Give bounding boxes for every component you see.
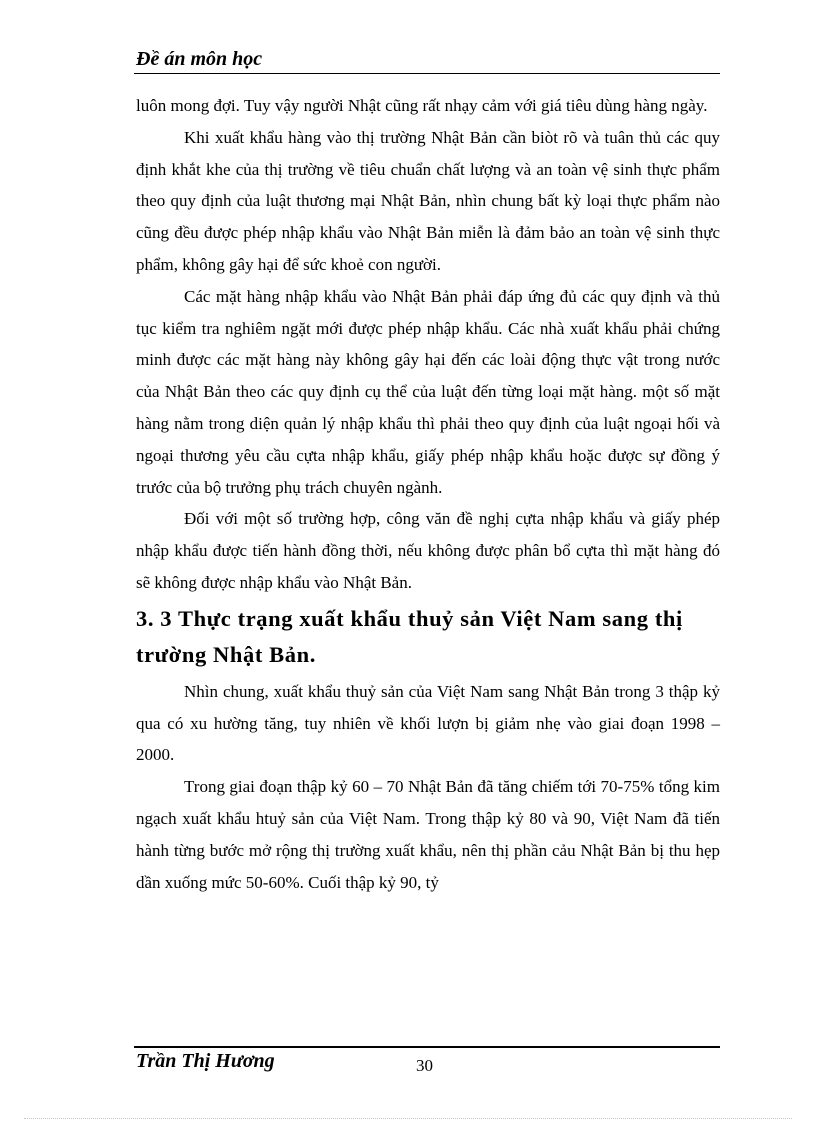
footer-divider	[134, 1046, 720, 1048]
paragraph-import-procedures: Các mặt hàng nhập khẩu vào Nhật Bản phải đáp ứng đủ các quy định và thủ tục kiểm tra nghiêm ngặt mới được phép nhập khẩu. Các nhà xuất khẩu phải chứng minh được các mặt hàng này không gây hại đến các loài động thực vật trong nước của Nhật Bản theo các quy định cụ thể của luật đến từng loại mặt hàng. một số mặt hàng nằm trong diện quản lý nhập khẩu thì phải theo quy định của luật ngoại hối và ngoại thương yêu cầu cựta nhập khẩu, giấy phép nhập khẩu hoặc được sự đồng ý trước của bộ trưởng phụ trách chuyên ngành.	[136, 286, 720, 497]
paragraph-export-requirements: Khi xuất khẩu hàng vào thị trường Nhật Bản cần biòt rõ và tuân thủ các quy định khắt khe của thị trường về tiêu chuẩn chất lượng và an toàn vệ sinh thực phẩm theo quy định của luật thương mại Nhật Bản, nhìn chung bất kỳ loại thực phẩm nào cũng đều được phép nhập khẩu vào Nhật Bản miễn là đảm bảo an toàn vệ sinh thực phẩm, không gây hại để sức khoẻ con người.	[136, 127, 720, 274]
paragraph-continuation: luôn mong đợi. Tuy vậy người Nhật cũng rất nhạy cảm với giá tiêu dùng hàng ngày.	[136, 96, 708, 115]
page-header-title: Đề án môn học	[136, 48, 263, 70]
header-divider	[134, 73, 720, 74]
footer-author: Trần Thị Hương	[136, 1050, 275, 1072]
section-heading: 3. 3 Thực trạng xuất khẩu thuỷ sản Việt Nam sang thị trường Nhật Bản.	[136, 605, 683, 667]
paragraph-market-share: Trong giai đoạn thập kỷ 60 – 70 Nhật Bản đã tăng chiếm tới 70-75% tổng kim ngạch xuất khẩu htuỷ sản của Việt Nam. Trong thập kỷ 80 và 90, Việt Nam đã tiến hành từng bước mở rộng thị trường xuất khẩu, nên thị phần cảu Nhật Bản bị thu hẹp dần xuống mức 50-60%. Cuối thập kỷ 90, tỷ	[136, 777, 720, 892]
paragraph-quota-license: Đối với một số trường hợp, công văn đề nghị cựta nhập khẩu và giấy phép nhập khẩu được tiến hành đồng thời, nếu không được phân bổ cựta thì mặt hàng đó sẽ không được nhập khẩu vào Nhật Bản.	[136, 509, 720, 592]
document-body	[136, 90, 720, 898]
page-bottom-border	[24, 1118, 792, 1119]
page-number: 30	[416, 1056, 433, 1075]
paragraph-overview: Nhìn chung, xuất khẩu thuỷ sản của Việt Nam sang Nhật Bản trong 3 thập kỷ qua có xu hường tăng, tuy nhiên về khối lượn bị giảm nhẹ vào giai đoạn 1998 – 2000.	[136, 681, 720, 765]
